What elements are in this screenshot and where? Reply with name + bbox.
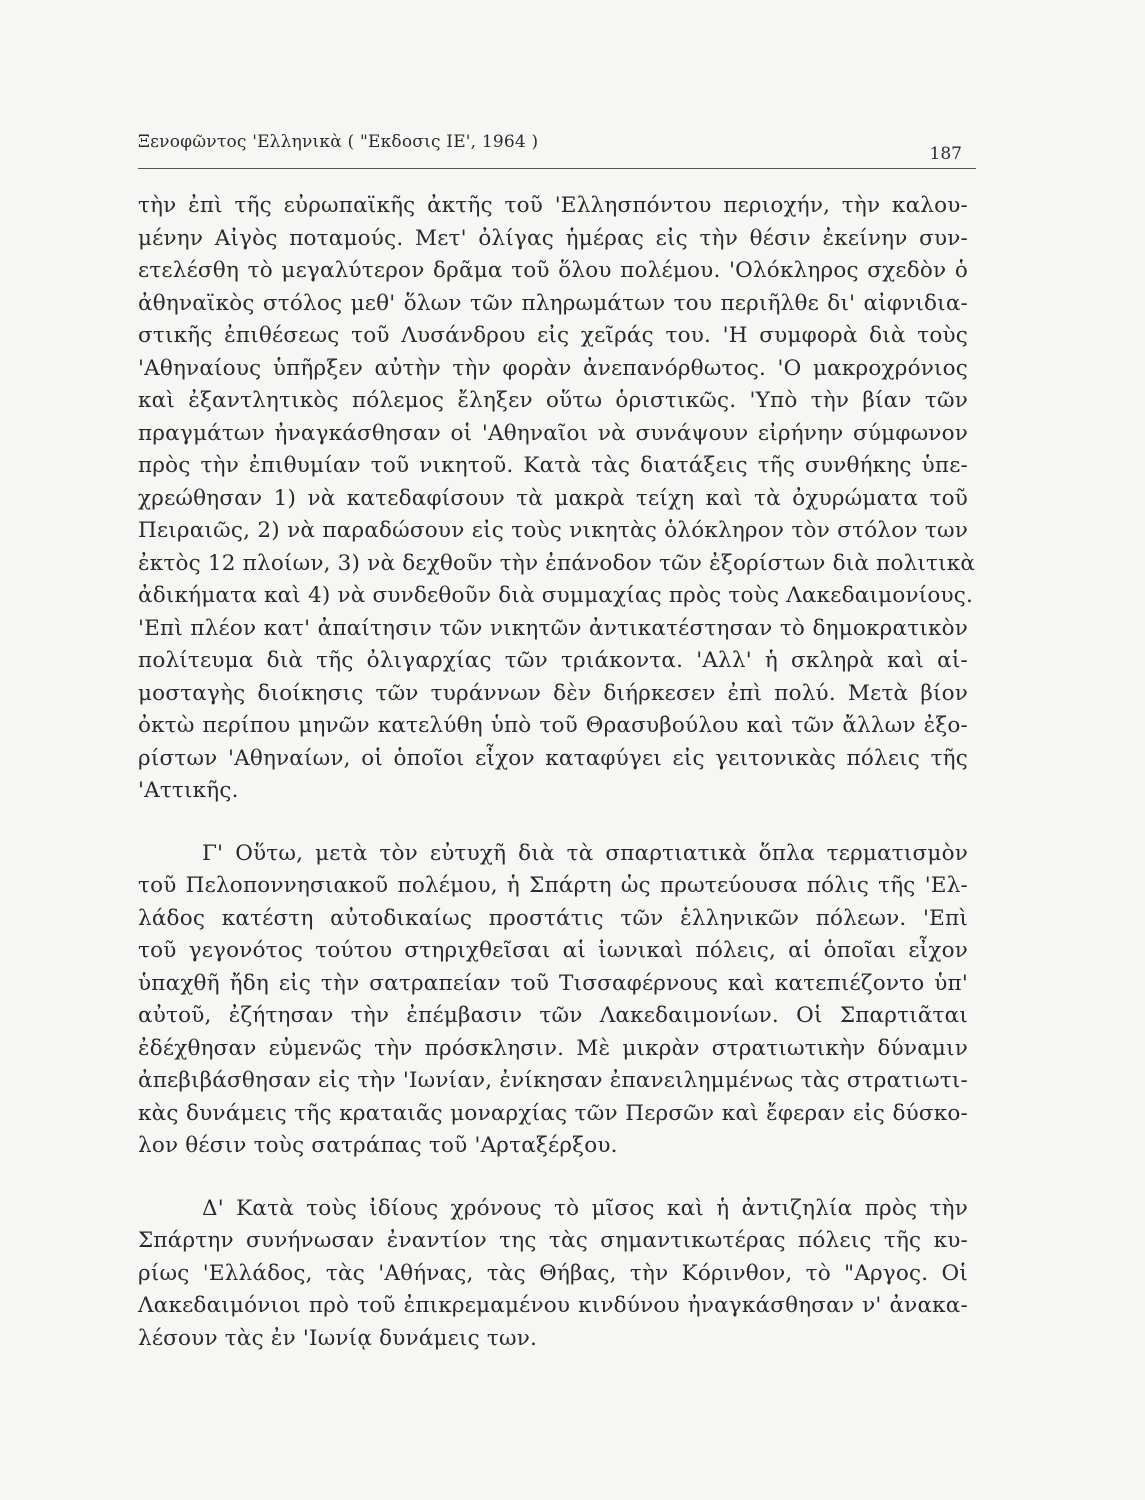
- text-line: λον θέσιν τοὺς σατράπας τοῦ 'Αρταξέρξου.: [138, 1133, 618, 1158]
- text-line: ἐκτὸς 12 πλοίων, 3) νὰ δεχθοῦν τὴν ἐπάνοδον τῶν ἐξορίστων διὰ πολιτικὰ: [138, 550, 976, 576]
- text-line: τοῦ γεγονότος τούτου στηριχθεῖσαι αἱ ἰωνικαὶ πόλεις, αἱ ὁποῖαι εἶχον: [138, 938, 968, 963]
- text-line: ἀδικήματα καὶ 4) νὰ συνδεθοῦν διὰ συμμαχίας πρὸς τοὺς Λακεδαιμονίους.: [138, 583, 974, 608]
- text-line: μένην Αἰγὸς ποταμούς. Μετ' ὀλίγας ἡμέρας εἰς τὴν θέσιν ἐκείνην συν-: [138, 225, 968, 251]
- text-line: Πειραιῶς, 2) νὰ παραδώσουν εἰς τοὺς νικητὰς ὁλόκληρον τὸν στόλον των: [138, 518, 968, 543]
- paragraph-1: [138, 190, 976, 808]
- text-line: Σπάρτην συνήνωσαν ἐναντίον της τὰς σημαντικωτέρας πόλεις τῆς κυ-: [138, 1228, 968, 1253]
- text-line: ἀπεβιβάσθησαν εἰς τὴν 'Ιωνίαν, ἐνίκησαν ἐπανειλημμένως τὰς στρατιωτι-: [138, 1068, 968, 1093]
- text-line: μοσταγὴς διοίκησις τῶν τυράννων δὲν διήρκεσεν ἐπὶ πολύ. Μετὰ βίον: [138, 680, 968, 706]
- text-line: στικῆς ἐπιθέσεως τοῦ Λυσάνδρου εἰς χεῖράς του. 'Η συμφορὰ διὰ τοὺς: [138, 323, 968, 348]
- paragraph-gap: [138, 808, 968, 838]
- text-line: Λακεδαιμόνιοι πρὸ τοῦ ἐπικρεμαμένου κινδύνου ἠναγκάσθησαν ν' ἀνακα-: [138, 1293, 968, 1318]
- header-title: Ξενοφῶντος 'Ελληνικὰ ( "Εκδοσις ΙΕ', 1964 ): [138, 132, 539, 152]
- page-number: 187: [929, 144, 962, 164]
- text-line: πολίτευμα διὰ τῆς ὀλιγαρχίας τῶν τριάκοντα. 'Αλλ' ἡ σκληρὰ καὶ αἱ-: [138, 648, 968, 673]
- text-line: ὑπαχθῆ ἤδη εἰς τὴν σατραπείαν τοῦ Τισσαφέρνους καὶ κατεπιέζοντο ὑπ': [138, 970, 968, 996]
- text-line: 'Αττικῆς.: [138, 778, 239, 803]
- text-line: αὐτοῦ, ἐζήτησαν τὴν ἐπέμβασιν τῶν Λακεδαιμονίων. Οἱ Σπαρτιᾶται: [138, 1003, 968, 1028]
- text-line: τὴν ἐπὶ τῆς εὐρωπαϊκῆς ἀκτῆς τοῦ 'Ελλησπόντου περιοχήν, τὴν καλου-: [138, 193, 968, 218]
- text-line: καὶ ἐξαντλητικὸς πόλεμος ἔληξεν οὕτω ὁριστικῶς. 'Υπὸ τὴν βίαν τῶν: [138, 388, 968, 413]
- text-line: 'Επὶ πλέον κατ' ἀπαίτησιν τῶν νικητῶν ἀντικατέστησαν τὸ δημοκρατικὸν: [138, 615, 968, 641]
- text-line: ρίως 'Ελλάδος, τὰς 'Αθήνας, τὰς Θήβας, τὴν Κόρινθον, τὸ "Αργος. Οἱ: [138, 1260, 968, 1286]
- text-line: πρὸς τὴν ἐπιθυμίαν τοῦ νικητοῦ. Κατὰ τὰς διατάξεις τῆς συνθήκης ὑπε-: [138, 453, 968, 478]
- text-line: λέσουν τὰς ἐν 'Ιωνίᾳ δυνάμεις των.: [138, 1325, 538, 1351]
- running-header: [138, 126, 976, 169]
- text-line: κὰς δυνάμεις τῆς κραταιᾶς μοναρχίας τῶν Περσῶν καὶ ἔφεραν εἰς δύσκο-: [138, 1100, 968, 1126]
- text-line: ὀκτὼ περίπου μηνῶν κατελύθη ὑπὸ τοῦ Θρασυβούλου καὶ τῶν ἄλλων ἐξο-: [138, 713, 968, 738]
- paragraph-gap: [138, 1163, 968, 1193]
- text-line: Γ' Οὕτω, μετὰ τὸν εὐτυχῆ διὰ τὰ σπαρτιατικὰ ὅπλα τερματισμὸν: [202, 840, 968, 866]
- text-line: 'Αθηναίους ὑπῆρξεν αὐτὴν τὴν φορὰν ἀνεπανόρθωτος. 'Ο μακροχρόνιος: [138, 355, 968, 381]
- body-text: [138, 190, 976, 1355]
- text-line: ἐδέχθησαν εὐμενῶς τὴν πρόσκλησιν. Μὲ μικρὰν στρατιωτικὴν δύναμιν: [138, 1035, 968, 1061]
- text-line: Δ' Κατὰ τοὺς ἰδίους χρόνους τὸ μῖσος καὶ ἡ ἀντιζηλία πρὸς τὴν: [202, 1195, 968, 1221]
- paragraph-delta: [138, 1193, 968, 1356]
- text-line: λάδος κατέστη αὐτοδικαίως προστάτις τῶν ἑλληνικῶν πόλεων. 'Επὶ: [138, 905, 968, 931]
- text-line: πραγμάτων ἠναγκάσθησαν οἱ 'Αθηναῖοι νὰ συνάψουν εἰρήνην σύμφωνον: [138, 420, 968, 446]
- text-line: ετελέσθη τὸ μεγαλύτερον δρᾶμα τοῦ ὅλου πολέμου. 'Ολόκληρος σχεδὸν ὁ: [138, 258, 968, 283]
- paragraph-gamma: [138, 838, 968, 1163]
- text-line: ρίστων 'Αθηναίων, οἱ ὁποῖοι εἶχον καταφύγει εἰς γειτονικὰς πόλεις τῆς: [138, 745, 968, 771]
- text-line: ἀθηναϊκὸς στόλος μεθ' ὅλων τῶν πληρωμάτων του περιῆλθε δι' αἰφνιδια-: [138, 290, 968, 316]
- text-line: χρεώθησαν 1) νὰ κατεδαφίσουν τὰ μακρὰ τείχη καὶ τὰ ὀχυρώματα τοῦ: [138, 485, 968, 511]
- text-line: τοῦ Πελοποννησιακοῦ πολέμου, ἡ Σπάρτη ὡς πρωτεύουσα πόλις τῆς 'Ελ-: [138, 873, 968, 898]
